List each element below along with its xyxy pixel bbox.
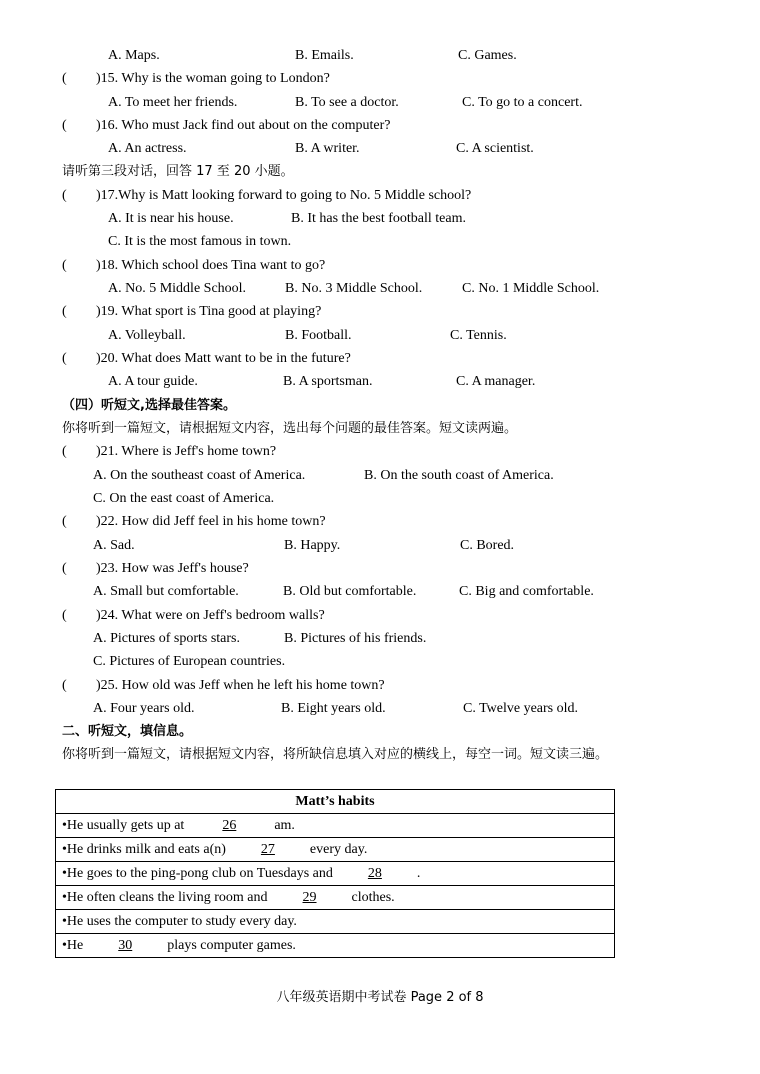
answer-paren: ( xyxy=(62,71,67,86)
question-text: )20. What does Matt want to be in the future? xyxy=(96,351,351,366)
q18-option-c: C. No. 1 Middle School. xyxy=(462,281,600,296)
q18-option-a: A. No. 5 Middle School. xyxy=(108,281,247,296)
q17-option-a: A. It is near his house. xyxy=(108,211,234,226)
table-row xyxy=(56,886,615,910)
q22-option-a: A. Sad. xyxy=(93,538,135,553)
answer-paren: ( xyxy=(62,304,67,319)
table-row xyxy=(56,814,615,838)
question-21 xyxy=(62,443,276,461)
table-row xyxy=(56,934,615,958)
page-footer: 八年级英语期中考试卷 Page 2 of 8 xyxy=(276,990,484,1005)
q24-option-a: A. Pictures of sports stars. xyxy=(93,631,240,646)
blank-26[interactable]: 26 xyxy=(222,818,237,833)
row-text: am. xyxy=(274,818,295,833)
question-25 xyxy=(62,677,385,695)
q19-option-a: A. Volleyball. xyxy=(108,328,186,343)
question-text: )18. Which school does Tina want to go? xyxy=(96,258,326,273)
q14-option-b: B. Emails. xyxy=(295,48,354,63)
answer-paren: ( xyxy=(62,351,67,366)
question-18 xyxy=(62,257,325,275)
question-text: )17.Why is Matt looking forward to going to No. 5 Middle school? xyxy=(96,188,472,203)
answer-paren: ( xyxy=(62,188,67,203)
q22-option-b: B. Happy. xyxy=(284,538,341,553)
q24-option-b: B. Pictures of his friends. xyxy=(284,631,427,646)
question-text: )16. Who must Jack find out about on the computer? xyxy=(96,118,391,133)
q25-option-c: C. Twelve years old. xyxy=(463,701,579,716)
q16-option-a: A. An actress. xyxy=(108,141,187,156)
row-text: clothes. xyxy=(351,890,395,905)
q20-option-b: B. A sportsman. xyxy=(283,374,373,389)
q22-option-c: C. Bored. xyxy=(460,538,515,553)
question-19 xyxy=(62,303,321,321)
table-row xyxy=(56,838,615,862)
q21-option-b: B. On the south coast of America. xyxy=(364,468,554,483)
question-text: )19. What sport is Tina good at playing? xyxy=(96,304,322,319)
answer-paren: ( xyxy=(62,608,67,623)
q20-option-c: C. A manager. xyxy=(456,374,536,389)
q14-option-c: C. Games. xyxy=(458,48,517,63)
row-text: plays computer games. xyxy=(167,938,296,953)
q23-option-c: C. Big and comfortable. xyxy=(459,584,594,599)
row-text: •He xyxy=(62,938,84,953)
row-text: •He goes to the ping-pong club on Tuesdays and xyxy=(62,866,333,881)
question-15 xyxy=(62,70,330,88)
row-text: every day. xyxy=(309,842,368,857)
blank-30[interactable]: 30 xyxy=(118,938,133,953)
q14-option-a: A. Maps. xyxy=(108,48,160,63)
q19-option-c: C. Tennis. xyxy=(450,328,507,343)
question-text: )24. What were on Jeff's bedroom walls? xyxy=(96,608,325,623)
row-text: •He usually gets up at xyxy=(62,818,185,833)
answer-paren: ( xyxy=(62,561,67,576)
answer-paren: ( xyxy=(62,514,67,529)
row-text: •He uses the computer to study every day. xyxy=(62,914,297,929)
question-17 xyxy=(62,187,471,205)
part-2-heading: 二、听短文，填信息。 xyxy=(62,724,193,739)
part-4-instruction: 你将听到一篇短文，请根据短文内容，选出每个问题的最佳答案。短文读两遍。 xyxy=(62,421,518,436)
table-title: Matt’s habits xyxy=(56,790,615,814)
part-2-instruction: 你将听到一篇短文，请根据短文内容，将所缺信息填入对应的横线上，每空一词。短文读三遍。 xyxy=(62,747,609,762)
q25-option-a: A. Four years old. xyxy=(93,701,195,716)
question-text: )25. How old was Jeff when he left his home town? xyxy=(96,678,385,693)
table-row xyxy=(56,910,615,934)
q16-option-c: C. A scientist. xyxy=(456,141,534,156)
section-3-instruction: 请听第三段对话，回答 17 至 20 小题。 xyxy=(62,164,294,179)
q24-option-c: C. Pictures of European countries. xyxy=(93,654,286,669)
table-row xyxy=(56,862,615,886)
q15-option-b: B. To see a doctor. xyxy=(295,95,399,110)
answer-paren: ( xyxy=(62,444,67,459)
part-4-heading: （四）听短文,选择最佳答案。 xyxy=(62,398,236,413)
q16-option-b: B. A writer. xyxy=(295,141,360,156)
q15-option-a: A. To meet her friends. xyxy=(108,95,238,110)
question-text: )23. How was Jeff's house? xyxy=(96,561,249,576)
row-text: . xyxy=(416,866,421,881)
q23-option-b: B. Old but comfortable. xyxy=(283,584,417,599)
q19-option-b: B. Football. xyxy=(285,328,352,343)
q17-option-c: C. It is the most famous in town. xyxy=(108,234,292,249)
blank-29[interactable]: 29 xyxy=(302,890,317,905)
q25-option-b: B. Eight years old. xyxy=(281,701,386,716)
q17-option-b: B. It has the best football team. xyxy=(291,211,466,226)
blank-27[interactable]: 27 xyxy=(260,842,275,857)
question-22 xyxy=(62,513,326,531)
question-16 xyxy=(62,117,390,135)
row-text: •He often cleans the living room and xyxy=(62,890,268,905)
answer-paren: ( xyxy=(62,118,67,133)
question-24 xyxy=(62,607,325,625)
question-20 xyxy=(62,350,351,368)
blank-28[interactable]: 28 xyxy=(367,866,382,881)
q21-option-c: C. On the east coast of America. xyxy=(93,491,275,506)
q20-option-a: A. A tour guide. xyxy=(108,374,198,389)
question-text: )21. Where is Jeff's home town? xyxy=(96,444,277,459)
q23-option-a: A. Small but comfortable. xyxy=(93,584,239,599)
q18-option-b: B. No. 3 Middle School. xyxy=(285,281,423,296)
q15-option-c: C. To go to a concert. xyxy=(462,95,583,110)
row-text: •He drinks milk and eats a(n) xyxy=(62,842,226,857)
question-23 xyxy=(62,560,249,578)
answer-paren: ( xyxy=(62,678,67,693)
q21-option-a: A. On the southeast coast of America. xyxy=(93,468,306,483)
habits-table xyxy=(55,789,615,958)
question-text: )15. Why is the woman going to London? xyxy=(96,71,330,86)
question-text: )22. How did Jeff feel in his home town? xyxy=(96,514,326,529)
answer-paren: ( xyxy=(62,258,67,273)
